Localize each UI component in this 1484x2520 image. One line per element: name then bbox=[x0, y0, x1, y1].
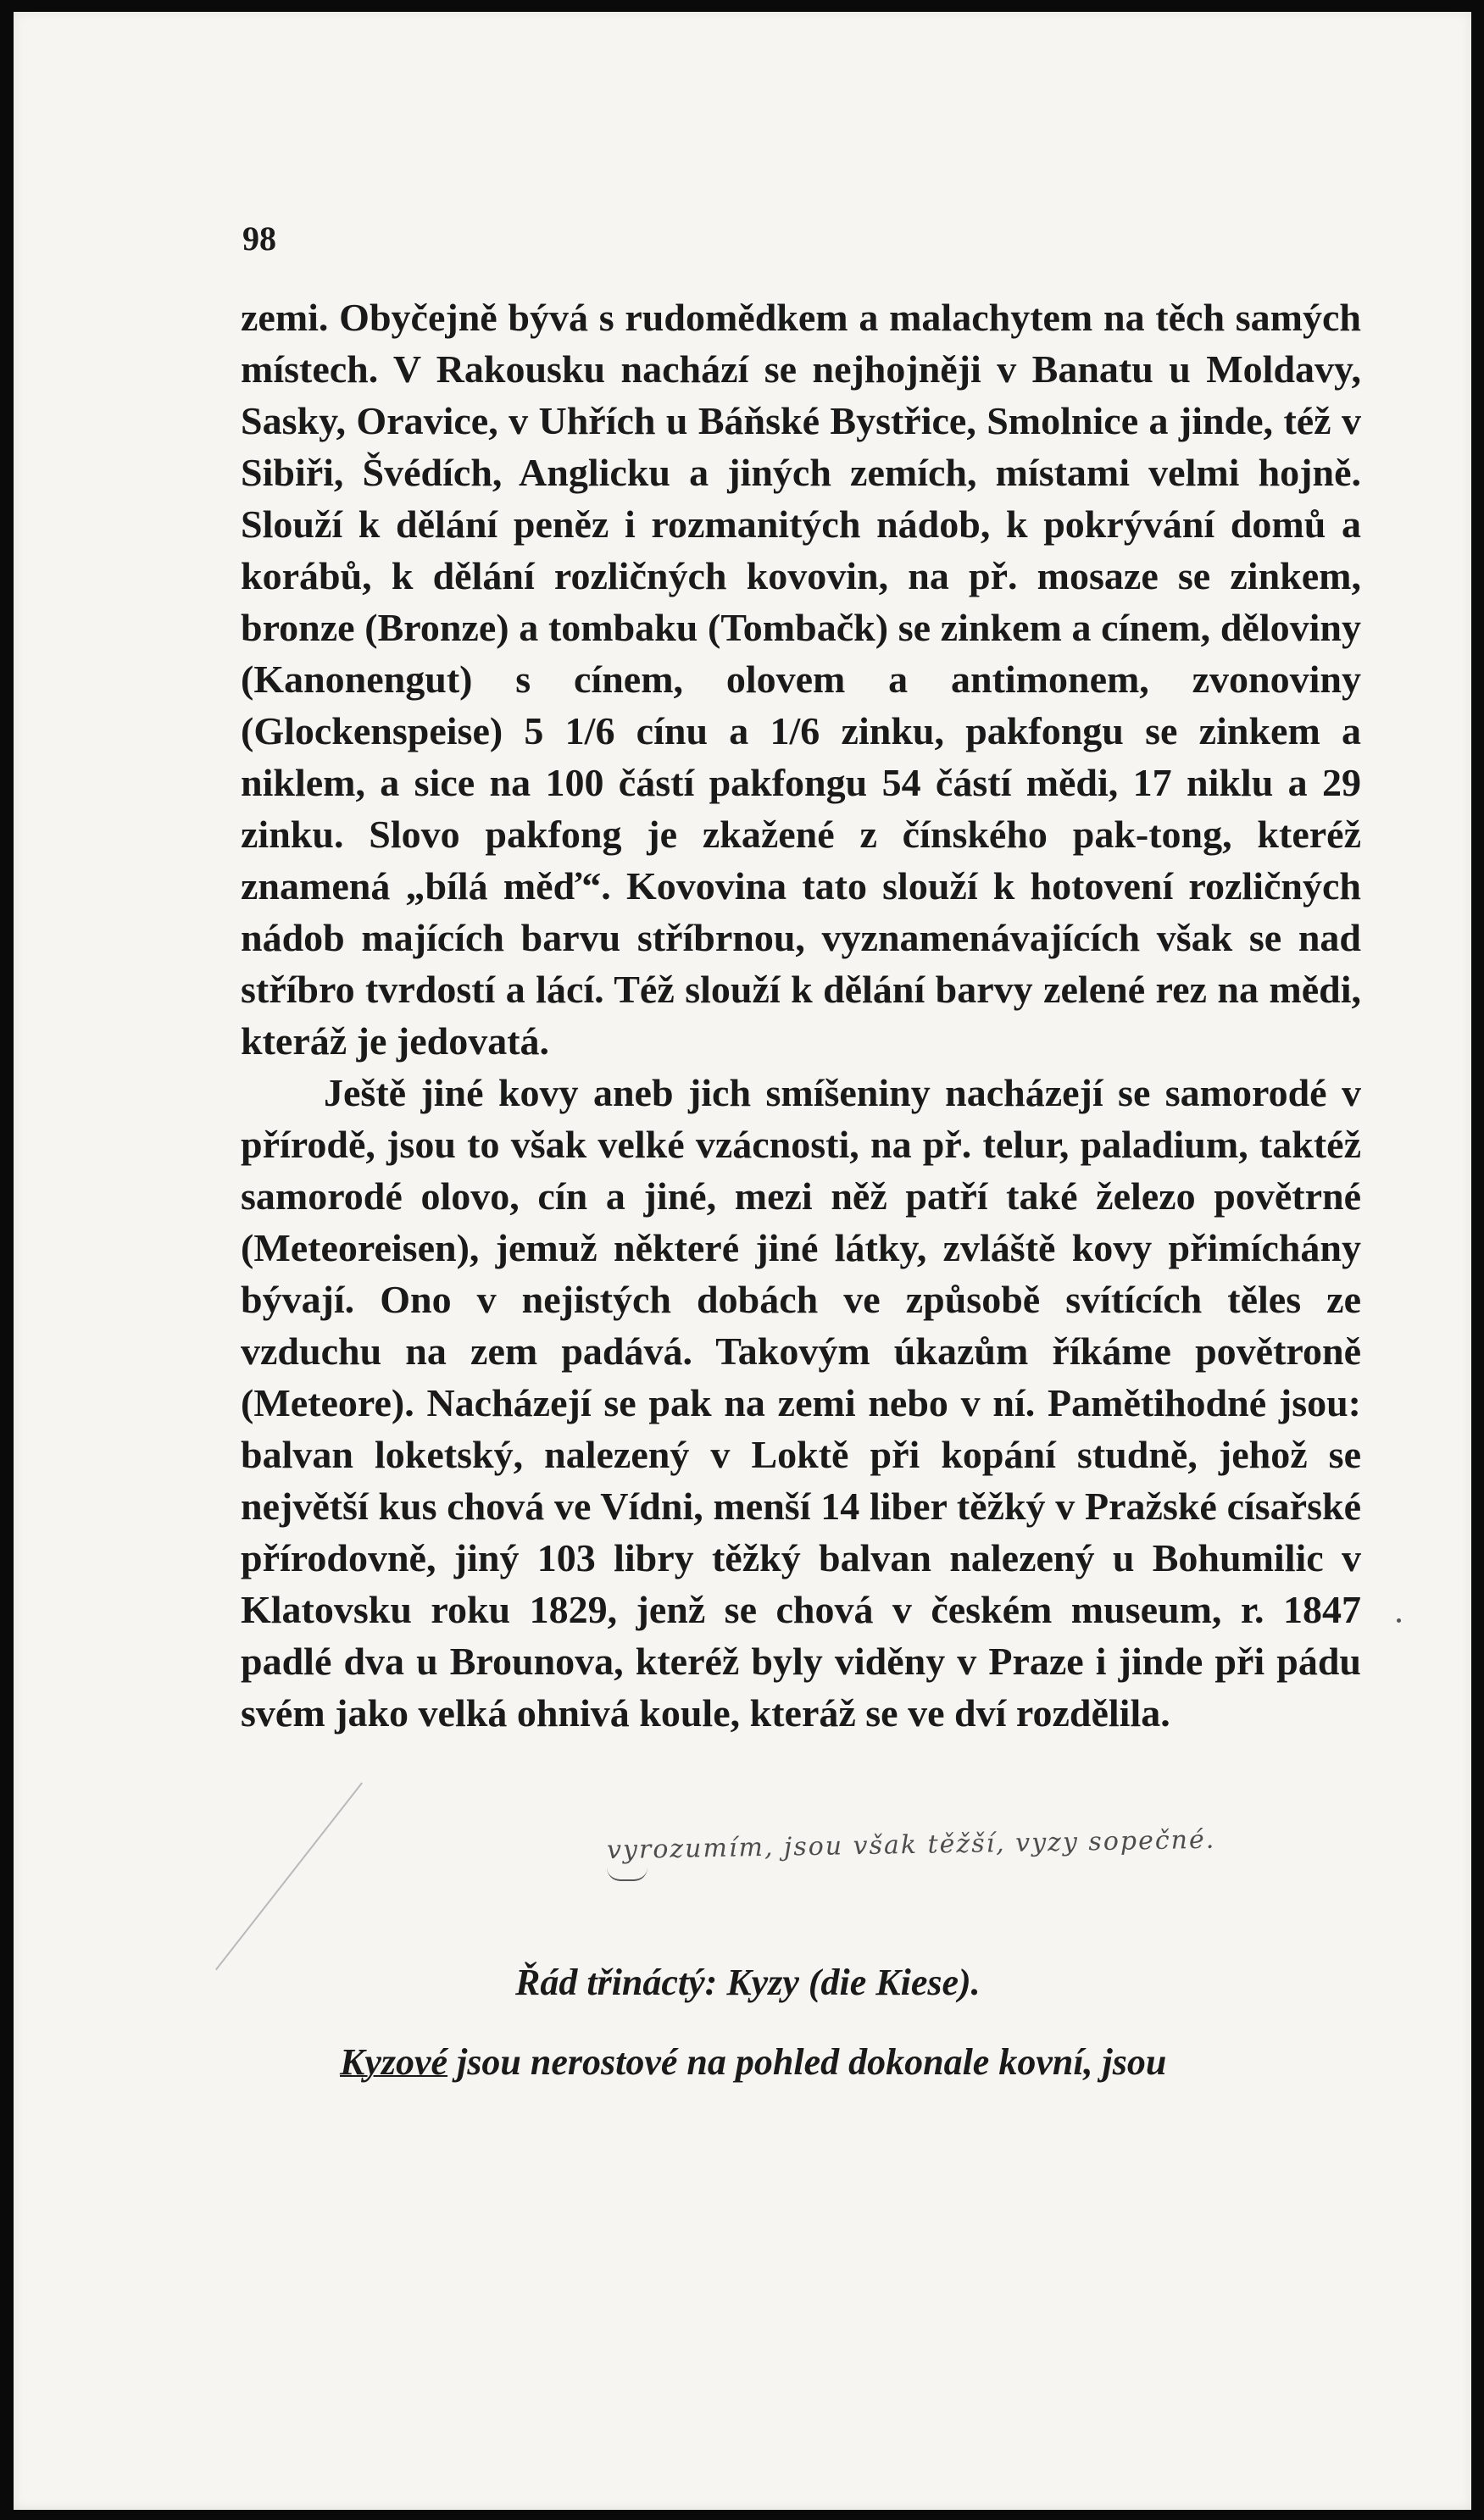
section-heading: Řád třináctý: Kyzy (die Kiese). bbox=[515, 1962, 981, 2003]
handwritten-annotation: vyrozumím, jsou však těžší, vyzy sopečné. bbox=[606, 1824, 1216, 1866]
section-first-line bbox=[340, 2040, 1361, 2084]
margin-mark bbox=[1397, 1618, 1401, 1623]
page-number: 98 bbox=[242, 219, 276, 258]
pencil-stroke bbox=[215, 1782, 363, 1970]
section-first-line-text: jsou nerostové na pohled dokonale kovní, jsou bbox=[447, 2041, 1167, 2083]
body-text bbox=[241, 291, 1361, 1739]
paragraph-native-metals: Ještě jiné kovy aneb jich smíšeniny nacházejí se samorodé v přírodě, jsou to však velké vzácnosti, na př. telur, paladium, taktéž samorodé olovo, cín a jiné, mezi něž patří také železo povětrné (Meteoreisen), jemuž některé jiné látky, zvláště kovy přimíchány bývají. Ono v nejistých dobách ve způsobě svítících těles ze vzduchu na zem padává. Takovým úkazům říkáme povětroně (Meteore). Nacházejí se pak na zemi nebo v ní. Pamětihodné jsou: balvan loketský, nalezený v Loktě při kopání studně, jehož se největší kus chová ve Vídni, menší 14 liber těžký v Pražské císařské přírodovně, jiný 103 libry těžký balvan nalezený u Bohumilic v Klatovsku roku 1829, jenž se chová v českém museum, r. 1847 padlé dva u Brounova, kteréž byly viděny v Praze i jinde při pádu svém jako velká ohnivá koule, kteráž se ve dví rozdělila. bbox=[241, 1071, 1361, 1735]
annotation-hook bbox=[607, 1868, 648, 1881]
book-page bbox=[14, 12, 1471, 2510]
paragraph-copper: zemi. Obyčejně bývá s rudomědkem a malachytem na těch samých místech. V Rakousku nachází se nejhojněji v Banatu u Moldavy, Sasky, Oravice, v Uhřích u Báňské Bystřice, Smolnice a jinde, též v Sibiři, Švédích, Anglicku a jiných zemích, místami velmi hojně. Slouží k dělání peněz i rozmanitých nádob, k pokrývání domů a korábů, k dělání rozličných kovovin, na př. mosaze se zinkem, bronze (Bronze) a tombaku (Tombačk) se zinkem a cínem, děloviny (Kanonengut) s cínem, olovem a antimonem, zvonoviny (Glockenspeise) 5 1/6 cínu a 1/6 zinku, pakfongu se zinkem a niklem, a sice na 100 částí pakfongu 54 částí mědi, 17 niklu a 29 zinku. Slovo pakfong je zkažené z čínského pak-tong, kteréž znamená „bílá měď“. Kovovina tato slouží k hotovení rozličných nádob majících barvu stříbrnou, vyznamenávajících však se nad stříbro tvrdostí a lácí. Též slouží k dělání barvy zelené rez na mědi, kteráž je jedovatá. bbox=[241, 296, 1361, 1063]
underlined-term: Kyzové bbox=[340, 2041, 448, 2083]
